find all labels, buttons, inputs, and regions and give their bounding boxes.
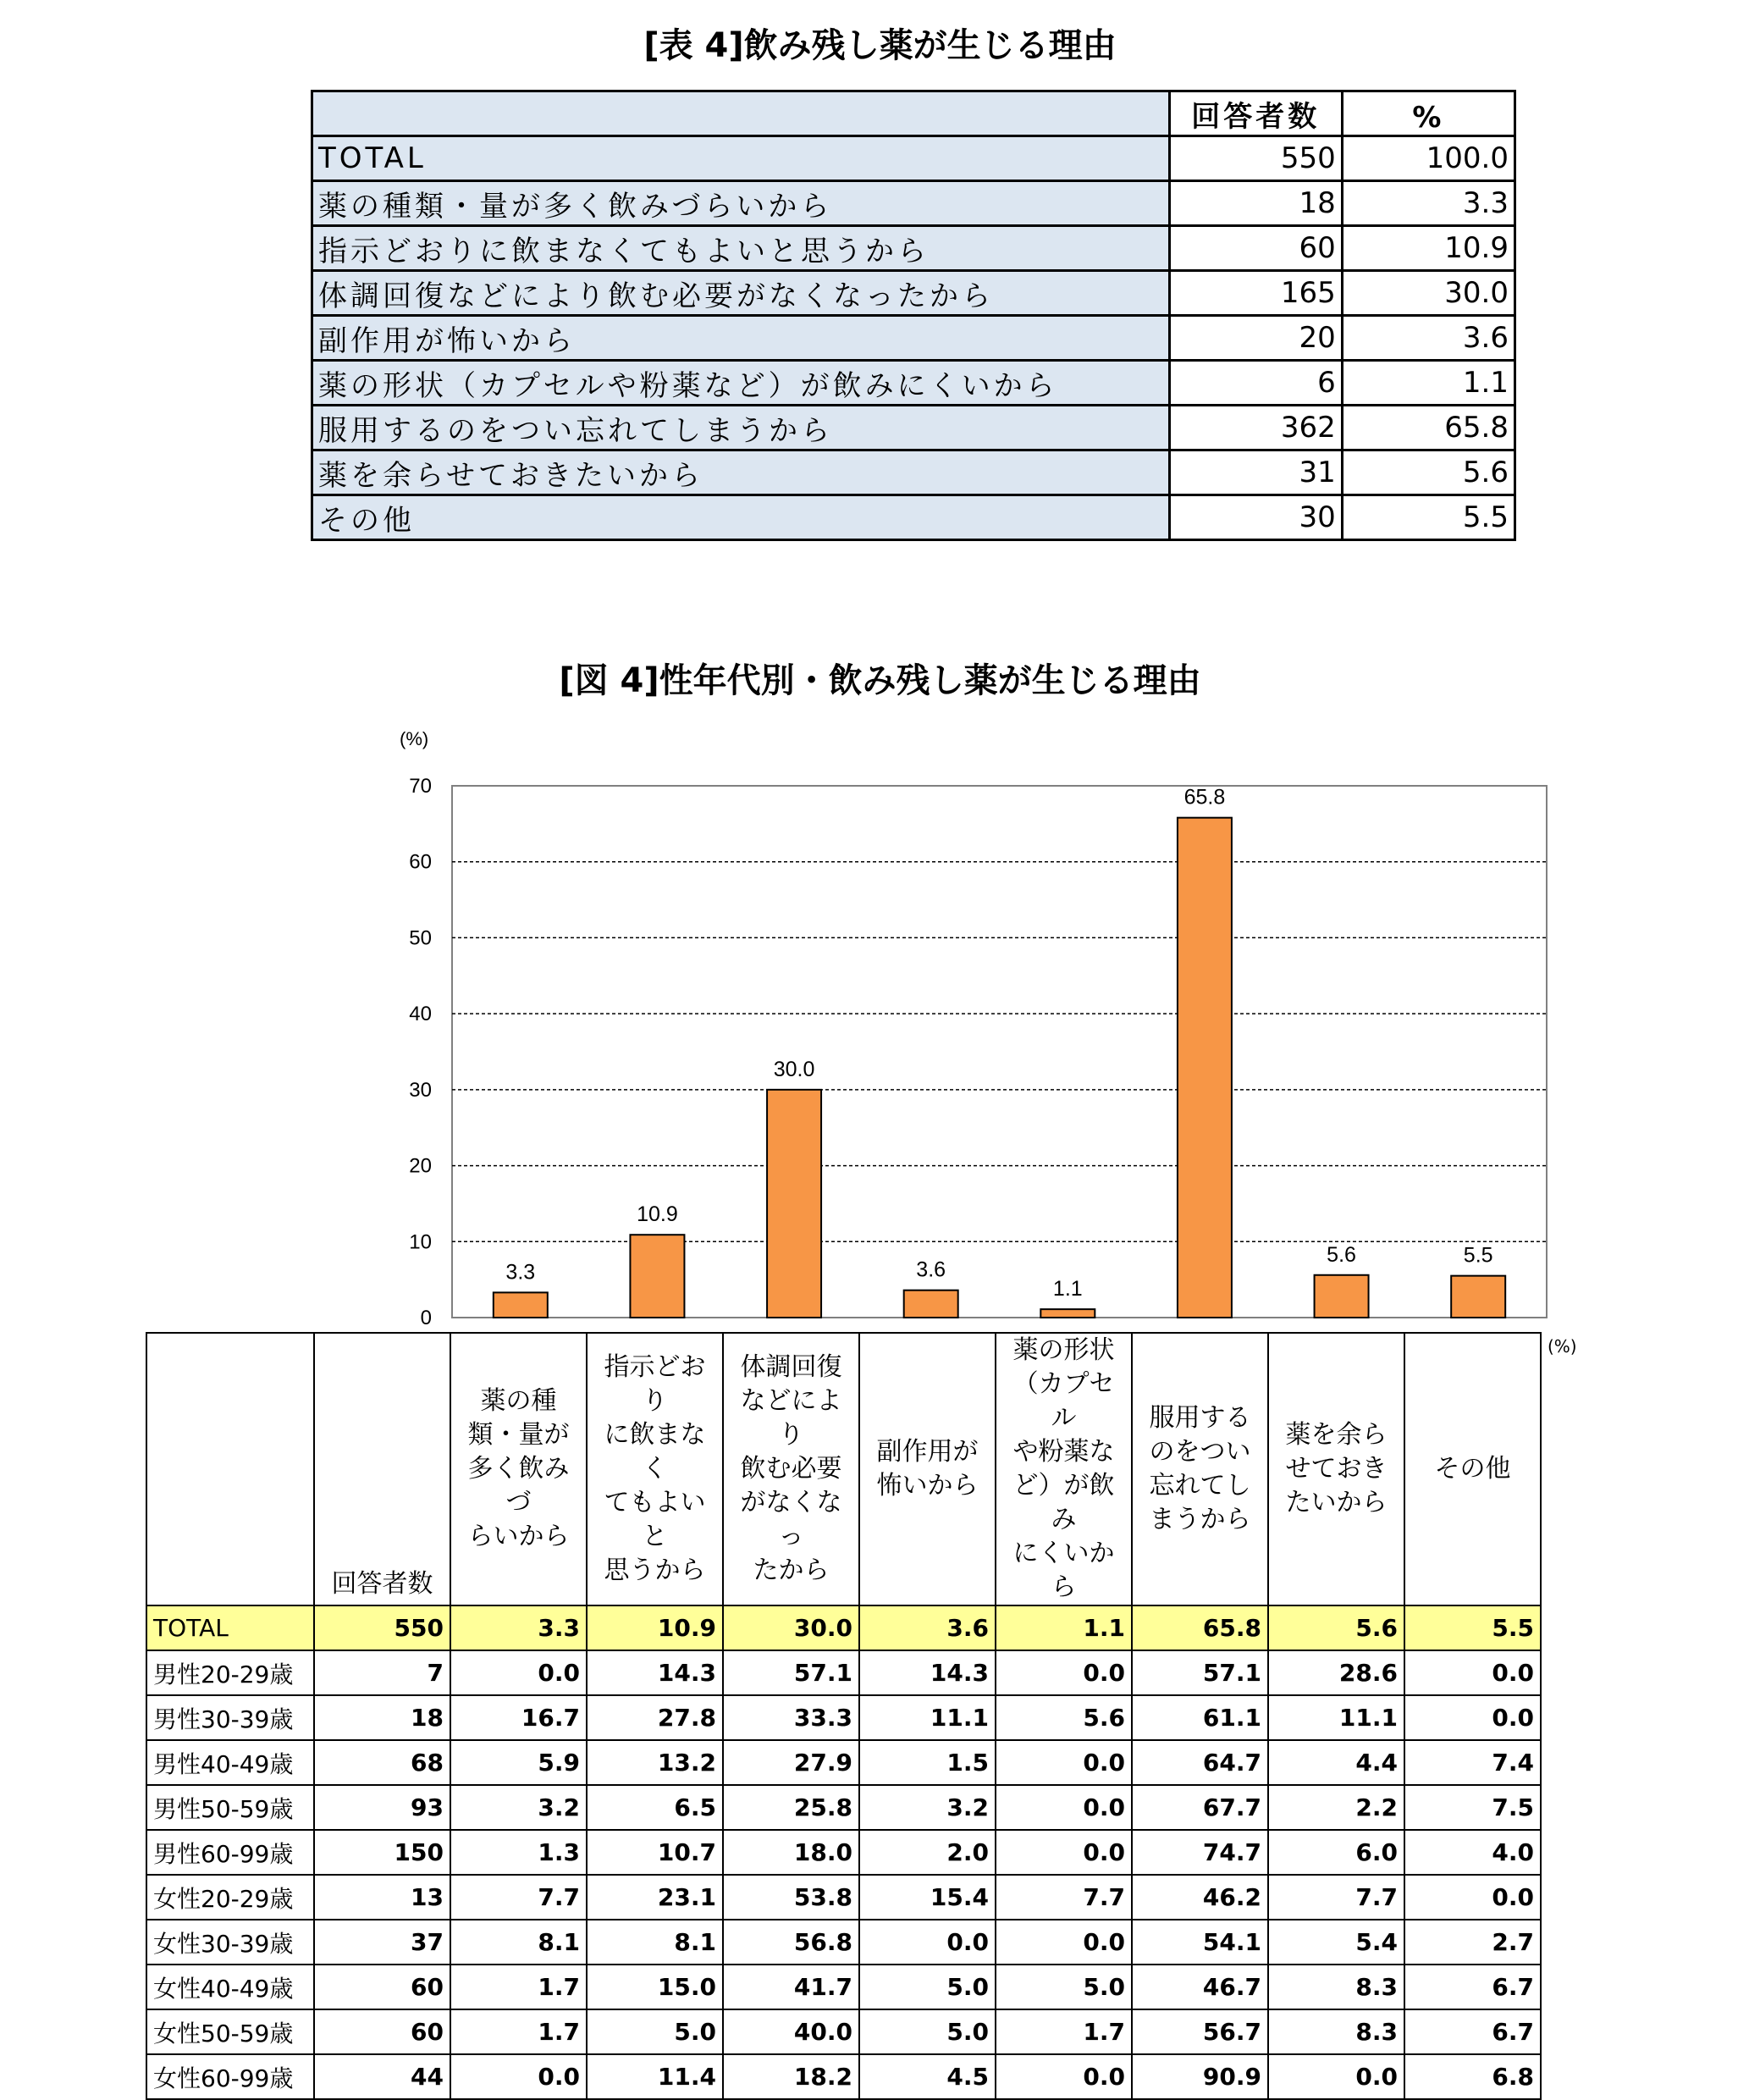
cross-cell: 0.0 bbox=[996, 1650, 1132, 1695]
cross-header-line: 薬の形状 bbox=[1012, 1335, 1115, 1365]
y-tick-label: 0 bbox=[420, 1307, 432, 1329]
cross-row-label: 女性20-29歳 bbox=[146, 1875, 314, 1920]
cross-cell: 0.0 bbox=[996, 1920, 1132, 1965]
cross-cell: 7.7 bbox=[450, 1875, 587, 1920]
cross-cell: 1.7 bbox=[996, 2009, 1132, 2054]
cross-row-label: 男性40-49歳 bbox=[146, 1740, 314, 1785]
cross-row-label: 男性50-59歳 bbox=[146, 1785, 314, 1830]
cross-row-label: 女性50-59歳 bbox=[146, 2009, 314, 2054]
cross-row-label: 女性30-39歳 bbox=[146, 1920, 314, 1965]
cross-cell: 64.7 bbox=[1132, 1740, 1268, 1785]
cross-header-line: に飲まなく bbox=[604, 1420, 706, 1484]
cross-header-line: 飲む必要 bbox=[740, 1454, 842, 1484]
cross-header-reason bbox=[859, 1333, 996, 1605]
cross-header-line: 類・量が bbox=[467, 1420, 570, 1450]
cross-cell: 11.4 bbox=[587, 2054, 723, 2099]
data-label: 3.6 bbox=[916, 1257, 946, 1282]
cross-cell: 4.0 bbox=[1404, 1830, 1541, 1875]
cross-row bbox=[146, 1785, 1541, 1830]
summary-row-label: TOTAL bbox=[312, 136, 1170, 181]
cross-cell: 53.8 bbox=[723, 1875, 859, 1920]
cross-row bbox=[146, 1740, 1541, 1785]
y-tick-label: 30 bbox=[409, 1078, 432, 1102]
bar bbox=[1040, 1309, 1095, 1318]
summary-row-count: 362 bbox=[1169, 406, 1342, 450]
cross-cell: 13.2 bbox=[587, 1740, 723, 1785]
cross-cell: 0.0 bbox=[1404, 1650, 1541, 1695]
data-label: 30.0 bbox=[773, 1057, 815, 1081]
cross-row-label: 男性20-29歳 bbox=[146, 1650, 314, 1695]
cross-header-line: 薬を余ら bbox=[1285, 1420, 1388, 1450]
cross-cell: 10.7 bbox=[587, 1830, 723, 1875]
cross-cell: 44 bbox=[314, 2054, 450, 2099]
cross-cell: 60 bbox=[314, 2009, 450, 2054]
cross-cell: 18.0 bbox=[723, 1830, 859, 1875]
cross-cell: 46.2 bbox=[1132, 1875, 1268, 1920]
cross-header-line: にくいから bbox=[1012, 1539, 1115, 1602]
summary-row-pct: 10.9 bbox=[1342, 226, 1514, 271]
cross-cell: 57.1 bbox=[1132, 1650, 1268, 1695]
cross-cell: 1.7 bbox=[450, 2009, 587, 2054]
cross-row bbox=[146, 1830, 1541, 1875]
cross-header-line: 忘れてし bbox=[1149, 1471, 1251, 1500]
cross-cell: 6.7 bbox=[1404, 2009, 1541, 2054]
cross-cell: 5.0 bbox=[996, 1965, 1132, 2009]
cross-cell: 150 bbox=[314, 1830, 450, 1875]
cross-cell: 0.0 bbox=[1268, 2054, 1404, 2099]
cross-cell: 0.0 bbox=[1404, 1695, 1541, 1740]
cross-cell: 40.0 bbox=[723, 2009, 859, 2054]
cross-header-line: せておき bbox=[1285, 1454, 1388, 1484]
summary-row-pct: 30.0 bbox=[1342, 271, 1514, 316]
cross-cell: 23.1 bbox=[587, 1875, 723, 1920]
summary-row-count: 60 bbox=[1169, 226, 1342, 271]
cross-cell: 1.1 bbox=[996, 1605, 1132, 1650]
cross-cell: 16.7 bbox=[450, 1695, 587, 1740]
cross-header-line: などにより bbox=[740, 1386, 842, 1450]
cross-header-line: 副作用が bbox=[876, 1437, 979, 1467]
cross-cell: 18.2 bbox=[723, 2054, 859, 2099]
data-label: 5.5 bbox=[1463, 1243, 1493, 1268]
cross-header-reason bbox=[450, 1333, 587, 1605]
cross-cell: 4.5 bbox=[859, 2054, 996, 2099]
cross-cell: 14.3 bbox=[859, 1650, 996, 1695]
cross-cell: 2.2 bbox=[1268, 1785, 1404, 1830]
summary-header-count: 回答者数 bbox=[1169, 91, 1342, 136]
y-tick-label: 70 bbox=[409, 775, 432, 798]
summary-row-label: 薬の種類・量が多く飲みづらいから bbox=[312, 181, 1170, 226]
cross-cell: 14.3 bbox=[587, 1650, 723, 1695]
cross-cell: 3.2 bbox=[859, 1785, 996, 1830]
cross-cell: 37 bbox=[314, 1920, 450, 1965]
cross-header-reason bbox=[1268, 1333, 1404, 1605]
cross-cell: 7 bbox=[314, 1650, 450, 1695]
cross-cell: 0.0 bbox=[450, 2054, 587, 2099]
cross-header-line: （カプセル bbox=[1012, 1369, 1115, 1433]
cross-cell: 8.1 bbox=[587, 1920, 723, 1965]
cross-cell: 25.8 bbox=[723, 1785, 859, 1830]
data-label: 10.9 bbox=[637, 1202, 678, 1227]
cross-row-label: 女性40-49歳 bbox=[146, 1965, 314, 2009]
summary-row-pct: 1.1 bbox=[1342, 361, 1514, 406]
summary-row-pct: 5.5 bbox=[1342, 495, 1514, 540]
cross-cell: 5.9 bbox=[450, 1740, 587, 1785]
cross-row bbox=[146, 1920, 1541, 1965]
cross-header-line: のをつい bbox=[1149, 1437, 1251, 1467]
cross-row bbox=[146, 2054, 1541, 2099]
cross-cell: 15.0 bbox=[587, 1965, 723, 2009]
bar bbox=[1178, 818, 1232, 1318]
cross-cell: 3.2 bbox=[450, 1785, 587, 1830]
cross-header-line: まうから bbox=[1149, 1505, 1251, 1534]
cross-cell: 27.9 bbox=[723, 1740, 859, 1785]
data-label: 65.8 bbox=[1183, 785, 1226, 810]
cross-cell: 1.7 bbox=[450, 1965, 587, 2009]
cross-cell: 67.7 bbox=[1132, 1785, 1268, 1830]
cross-header-line: 体調回復 bbox=[740, 1352, 842, 1382]
cross-cell: 74.7 bbox=[1132, 1830, 1268, 1875]
y-tick-label: 10 bbox=[409, 1230, 432, 1254]
cross-cell: 5.0 bbox=[587, 2009, 723, 2054]
cross-table-unit: (%) bbox=[1548, 1336, 1577, 1357]
cross-cell: 46.7 bbox=[1132, 1965, 1268, 2009]
figure-4-title: [図 4]性年代別・飲み残し薬が生じる理由 bbox=[559, 661, 1201, 700]
summary-row-pct: 5.6 bbox=[1342, 450, 1514, 495]
summary-row-label: その他 bbox=[312, 495, 1170, 540]
cross-cell: 18 bbox=[314, 1695, 450, 1740]
cross-cell: 5.6 bbox=[1268, 1605, 1404, 1650]
cross-cell: 0.0 bbox=[996, 1830, 1132, 1875]
cross-cell: 5.0 bbox=[859, 1965, 996, 2009]
cross-cell: 8.3 bbox=[1268, 2009, 1404, 2054]
bar bbox=[767, 1090, 821, 1318]
cross-cell: 68 bbox=[314, 1740, 450, 1785]
cross-header-reason bbox=[1404, 1333, 1541, 1605]
y-axis-unit: (%) bbox=[400, 728, 429, 749]
cross-cell: 13 bbox=[314, 1875, 450, 1920]
y-tick-label: 60 bbox=[409, 850, 432, 874]
cross-cell: 7.5 bbox=[1404, 1785, 1541, 1830]
cross-header-reason bbox=[1132, 1333, 1268, 1605]
cross-header-line: その他 bbox=[1434, 1454, 1511, 1484]
cross-header-reason bbox=[723, 1333, 859, 1605]
bar bbox=[904, 1290, 958, 1318]
summary-row-pct: 3.3 bbox=[1342, 181, 1514, 226]
cross-row bbox=[146, 1650, 1541, 1695]
summary-row-label: 副作用が怖いから bbox=[312, 316, 1170, 361]
cross-cell: 0.0 bbox=[996, 1740, 1132, 1785]
bar bbox=[630, 1235, 684, 1318]
data-label: 1.1 bbox=[1052, 1277, 1083, 1301]
plot-area bbox=[452, 786, 1547, 1318]
summary-row-pct: 3.6 bbox=[1342, 316, 1514, 361]
cross-cell: 7.7 bbox=[996, 1875, 1132, 1920]
summary-row-count: 20 bbox=[1169, 316, 1342, 361]
cross-row bbox=[146, 1605, 1541, 1650]
summary-row-count: 165 bbox=[1169, 271, 1342, 316]
cross-cell: 0.0 bbox=[996, 2054, 1132, 2099]
cross-cell: 0.0 bbox=[859, 1920, 996, 1965]
cross-header-line: らいから bbox=[467, 1522, 570, 1551]
cross-header-line: ど）が飲み bbox=[1012, 1471, 1115, 1534]
cross-cell: 0.0 bbox=[1404, 1875, 1541, 1920]
cross-cell: 8.1 bbox=[450, 1920, 587, 1965]
cross-cell: 1.5 bbox=[859, 1740, 996, 1785]
cross-cell: 11.1 bbox=[1268, 1695, 1404, 1740]
cross-cell: 6.0 bbox=[1268, 1830, 1404, 1875]
cross-cell: 93 bbox=[314, 1785, 450, 1830]
cross-cell: 60 bbox=[314, 1965, 450, 2009]
summary-row-pct: 100.0 bbox=[1342, 136, 1514, 181]
cross-header-line: たいから bbox=[1285, 1488, 1388, 1517]
cross-cell: 15.4 bbox=[859, 1875, 996, 1920]
cross-cell: 8.3 bbox=[1268, 1965, 1404, 2009]
cross-cell: 5.4 bbox=[1268, 1920, 1404, 1965]
y-tick-label: 50 bbox=[409, 926, 432, 950]
cross-header-reason bbox=[587, 1333, 723, 1605]
cross-cell: 6.7 bbox=[1404, 1965, 1541, 2009]
bar bbox=[1315, 1275, 1369, 1318]
cross-cell: 6.5 bbox=[587, 1785, 723, 1830]
cross-header-line: 思うから bbox=[604, 1556, 706, 1585]
cross-cell: 56.7 bbox=[1132, 2009, 1268, 2054]
cross-cell: 1.3 bbox=[450, 1830, 587, 1875]
cross-cell: 7.4 bbox=[1404, 1740, 1541, 1785]
cross-header-blank bbox=[146, 1333, 314, 1605]
cross-cell: 5.6 bbox=[996, 1695, 1132, 1740]
cross-header-line: 薬の種 bbox=[480, 1386, 557, 1416]
cross-cell: 11.1 bbox=[859, 1695, 996, 1740]
bar bbox=[494, 1292, 548, 1318]
cross-cell: 61.1 bbox=[1132, 1695, 1268, 1740]
cross-row bbox=[146, 1965, 1541, 2009]
cross-row-label: TOTAL bbox=[146, 1605, 314, 1650]
summary-row-count: 30 bbox=[1169, 495, 1342, 540]
cross-row bbox=[146, 1695, 1541, 1740]
cross-row bbox=[146, 1875, 1541, 1920]
summary-header-pct: % bbox=[1342, 91, 1514, 136]
cross-cell: 5.5 bbox=[1404, 1605, 1541, 1650]
bar bbox=[1451, 1276, 1505, 1318]
cross-cell: 0.0 bbox=[996, 1785, 1132, 1830]
cross-table bbox=[146, 1332, 1542, 2100]
summary-row-label: 薬の形状（カプセルや粉薬など）が飲みにくいから bbox=[312, 361, 1170, 406]
cross-cell: 0.0 bbox=[450, 1650, 587, 1695]
cross-cell: 33.3 bbox=[723, 1695, 859, 1740]
data-label: 5.6 bbox=[1327, 1242, 1356, 1267]
summary-row-count: 31 bbox=[1169, 450, 1342, 495]
data-label: 3.3 bbox=[505, 1260, 536, 1285]
summary-row-label: 指示どおりに飲まなくてもよいと思うから bbox=[312, 226, 1170, 271]
y-tick-label: 40 bbox=[409, 1003, 432, 1026]
cross-cell: 57.1 bbox=[723, 1650, 859, 1695]
summary-row-pct: 65.8 bbox=[1342, 406, 1514, 450]
y-tick-label: 20 bbox=[409, 1154, 432, 1178]
summary-row-label: 服用するのをつい忘れてしまうから bbox=[312, 406, 1170, 450]
cross-cell: 550 bbox=[314, 1605, 450, 1650]
cross-header-line: 多く飲みづ bbox=[467, 1454, 570, 1517]
cross-row-label: 男性60-99歳 bbox=[146, 1830, 314, 1875]
cross-cell: 7.7 bbox=[1268, 1875, 1404, 1920]
cross-cell: 6.8 bbox=[1404, 2054, 1541, 2099]
cross-cell: 90.9 bbox=[1132, 2054, 1268, 2099]
cross-cell: 3.3 bbox=[450, 1605, 587, 1650]
table-4-title: [表 4]飲み残し薬が生じる理由 bbox=[643, 26, 1117, 65]
cross-header-line: がなくなっ bbox=[740, 1488, 842, 1551]
cross-header-line: 怖いから bbox=[876, 1471, 979, 1500]
cross-row-label: 女性60-99歳 bbox=[146, 2054, 314, 2099]
summary-row-count: 550 bbox=[1169, 136, 1342, 181]
cross-cell: 56.8 bbox=[723, 1920, 859, 1965]
cross-row bbox=[146, 2009, 1541, 2054]
cross-cell: 65.8 bbox=[1132, 1605, 1268, 1650]
summary-row-count: 6 bbox=[1169, 361, 1342, 406]
cross-header-count: 回答者数 bbox=[314, 1333, 450, 1605]
cross-header-reason bbox=[996, 1333, 1132, 1605]
cross-header-row bbox=[146, 1333, 1541, 1605]
summary-row-count: 18 bbox=[1169, 181, 1342, 226]
cross-cell: 41.7 bbox=[723, 1965, 859, 2009]
cross-cell: 10.9 bbox=[587, 1605, 723, 1650]
cross-cell: 30.0 bbox=[723, 1605, 859, 1650]
cross-header-line: 服用する bbox=[1149, 1403, 1251, 1433]
summary-row-label: 薬を余らせておきたいから bbox=[312, 450, 1170, 495]
cross-cell: 2.7 bbox=[1404, 1920, 1541, 1965]
cross-cell: 28.6 bbox=[1268, 1650, 1404, 1695]
cross-header-line: や粉薬な bbox=[1012, 1437, 1115, 1467]
cross-header-line: てもよいと bbox=[604, 1488, 706, 1551]
cross-header-line: たから bbox=[753, 1556, 830, 1585]
cross-cell: 2.0 bbox=[859, 1830, 996, 1875]
cross-cell: 4.4 bbox=[1268, 1740, 1404, 1785]
cross-header-line: 指示どおり bbox=[604, 1352, 706, 1416]
cross-cell: 3.6 bbox=[859, 1605, 996, 1650]
cross-cell: 5.0 bbox=[859, 2009, 996, 2054]
cross-cell: 54.1 bbox=[1132, 1920, 1268, 1965]
cross-row-label: 男性30-39歳 bbox=[146, 1695, 314, 1740]
summary-row-label: 体調回復などにより飲む必要がなくなったから bbox=[312, 271, 1170, 316]
cross-cell: 27.8 bbox=[587, 1695, 723, 1740]
